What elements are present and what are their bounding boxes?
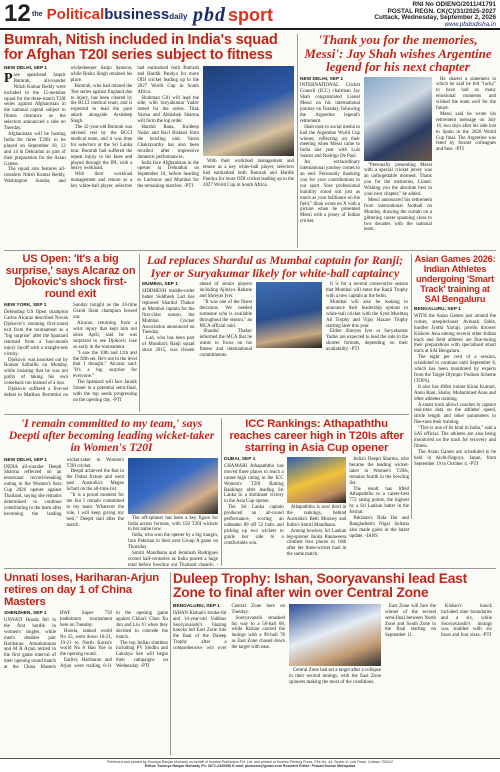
paragraph: Messi said he wrote his retirement message on July 16, two days after his side lost to Spain in the 2026 World Cup final. The Argentine was feted by former colleagues and fans. -PTI — [436, 111, 496, 153]
story-bumrah-body — [4, 66, 199, 248]
column-rule — [170, 572, 171, 755]
paper-name-a: Political — [46, 6, 105, 23]
paragraph: Central Zone had set a target after a collapse in their second innings, with the East Zone spinners making the most of the conditions. — [289, 667, 381, 685]
paragraph: India face Afghanistan in the opener at Dehradun on September 10, before heading to Lucknow and Mumbai for the remaining matches. -PTI — [137, 160, 199, 190]
story-icc-body3 — [349, 457, 409, 563]
paragraph: Afghanistan will be hosting India for three T20Is to be played on September 10, 12 and 14 in Dehradun as part of their preparation for the Asian Games. — [4, 131, 66, 167]
paragraph: With their workload management and tenure as a key white-ball player, selectors had earmarked both Bumrah and Hardik Pandya for more ODI cricket leading up to the 2027 World Cup in South Africa. — [203, 159, 294, 188]
story-duleep-body1 — [173, 604, 285, 752]
story-bumrah-headline: Bumrah, Nitish included in India's squad for Afghan T20I series subject to fitness — [4, 33, 278, 63]
paragraph: The Spaniard will face Jannik Sinner in a potential semi-final, with the top seeds progressing on the opening day. -PTI — [73, 380, 137, 403]
story-messi — [300, 33, 496, 248]
column-rule — [411, 254, 412, 519]
paragraph: East Zone will face the winner of the second semi-final between North Zone and South Zone in the final starting on September 11. — [385, 603, 436, 639]
paragraph: Mumbai will also be looking to announce their leadership options in white-ball cricket with the Syed Mushtaq Ali Trophy and Vijay Hazare Trophy starting later this year. — [326, 299, 408, 329]
story-unnati-headline: Unnati loses, Hariharan-Arjun retires on day 1 of China Masters — [4, 572, 159, 608]
story-messi-col3 — [436, 77, 496, 245]
story-duleep-headline: Duleep Trophy: Ishan, Sooryavanshi lead East Zone to final after win over Central Zone — [173, 572, 468, 601]
paper-name-c: daily — [169, 12, 188, 21]
story-bumrah-dropcap: P — [4, 70, 13, 86]
paragraph: CHAMARI Athapaththu has moved three places to reach a career-high rating in the ICC Women's T20I Batting Rankings after leading Sri Lanka to a dominant victory in the Asia Cup opener. — [224, 463, 284, 505]
story-women-headline: 'I remain committed to my team,' says Deepti after becoming leading wicket-taker in Women's T20I — [8, 418, 215, 455]
story-unnati-body — [4, 611, 168, 755]
story-women — [4, 418, 219, 566]
column-rule — [139, 254, 140, 412]
paper-logo — [32, 5, 187, 27]
story-lad — [142, 254, 408, 412]
messi-photo — [364, 77, 432, 161]
story-bumrah — [4, 33, 294, 248]
story-women-body1 — [4, 458, 124, 566]
row-rule — [4, 250, 496, 251]
paragraph: Athapaththu is now third in the rankings, behind Australia's Beth Mooney and India's Smriti Mandhana. — [286, 505, 347, 528]
story-duleep-dateline: BENGALURU, SEP 1 — [173, 603, 220, 609]
masthead — [0, 0, 500, 30]
paragraph: Earlier, Hariharan and Arjun were trailing 6-11 in the opening game against China's Chen Xu Jun and Liu Yi when they decided to concede the match. — [60, 611, 168, 670]
column-rule — [221, 418, 222, 566]
paragraph: A smart track allows coaches to capture real-time data on the athletes' speed, stride length and other parameters to fine-tune their training. — [414, 402, 496, 426]
row-rule — [4, 568, 496, 569]
story-lad-body2 — [326, 282, 408, 408]
paragraph: Harshit Rana, Kuldeep Yadav and Ravi Bishnoi form the bowling unit. Varun Chakravarthy has also been recalled after impressive domestic performances. — [137, 125, 199, 160]
paragraph: Sooryavanshi smashed his way to a 56-ball 68, while Kishan carried the innings with a 96-ball 78 as East Zone chased down the target with ease. — [231, 615, 285, 651]
story-icc-dateline: DUBAI, SEP 1 — [224, 457, 256, 462]
story-icc-body2 — [287, 505, 347, 563]
paragraph: INDIA all-rounder Deepti Sharma reflected on an emotional record-breaking outing in the Women's Asia Cup 2026 opener against Thailand, saying she remains determined to continue contributing to the team after becoming the leading wicket-taker in Women's T20I cricket. — [4, 457, 124, 517]
story-icc — [224, 418, 409, 566]
column-rule — [297, 34, 298, 248]
website-link[interactable]: www.pbdodisha.in — [444, 20, 496, 28]
paragraph: Lad, who has been part of Mumbai's Ranji squad since 2015, was chosen ahead of senior players including Ajinkya Rahane and Shreyas Iyer. — [142, 282, 252, 354]
lad-photo — [256, 282, 322, 348]
paragraph: Djokovic suffered a five-set defeat to Mattheo Berrettini on Sunday tonight as the 24-time Grand Slam champion bowed out. — [4, 303, 137, 398]
paragraph: He shared a statement in which he said he felt "lucky" to have had so many emotional moments and wished the team well for the future. — [436, 76, 496, 112]
paragraph: The top Indian shuttlers including PV Sindhu and Lakshya Sen will begin their campaigns on Wednesday. -PTI — [116, 640, 168, 670]
paragraph: It also has 400m runner Kiran Kumari, Annu Rani, Shahu, Mohammed Anas and other athletes training. — [414, 384, 496, 402]
paper-name-prefix: the — [32, 11, 43, 18]
story-unnati-dateline: SHENZHEN, SEP 1 — [4, 611, 47, 616]
paragraph: It is for a second consecutive season that Mumbai will enter the Ranji Trophy with a new captain at the helm. — [326, 282, 408, 299]
story-messi-dateline: NEW DELHI, SEP 1 — [300, 76, 344, 82]
paragraph: "It is a proud moment for me but I remain committed to my team. Whatever the role, I will keep giving my best," Deepti said after the match. — [66, 493, 124, 528]
story-usopen-body — [4, 303, 137, 411]
masthead-info — [374, 2, 496, 28]
athapaththu-photo — [287, 457, 347, 503]
paragraph: "This is one of its kind in India," said a SAI official. The athletes are also being monitored on the track for recovery and fitness. — [414, 426, 496, 449]
paragraph: Kishan's knock included nine boundaries and a six, while Sooryavanshi's innings was studded with six fours and four sixes. -PTI — [441, 603, 492, 639]
paragraph: With their workload management and tenure as a key white-ball player, selectors had earmarked both Bumrah and Hardik Pandya for more ODI cricket leading up to the 2027 World Cup in South Africa. — [70, 66, 199, 190]
footer-imprint — [0, 758, 500, 772]
footer-line-1: Published and printed by Soumya Ranjan Mohanty on behalf of Sunrise Publishers Pvt. Ltd. and printed at Sunrise Printing Press, Plot No. 44, Sector-5, Link Road, Cuttack 753012 — [106, 760, 394, 764]
paragraph: ace spearhead Jasprit Bumrah, all-rounder Nitish Kumar Reddy were included in the 15-member squad for the three-match T20I series against Afghanistan in the national capital subject to fitness clearance as the selectors announced a side on Tuesday. — [4, 72, 66, 132]
paragraph: Smriti Mandhana and Jemimah Rodrigues scored half-centuries as India posted a huge total before bowling out Thailand cheaply. - — [128, 551, 218, 566]
section-mark: pbd — [193, 4, 226, 26]
story-bumrah-body-side — [203, 159, 294, 248]
paragraph: The result has lifted Athapaththu to a career-best 772 rating points, the highest by a Sri Lankan batter in the format. — [349, 486, 409, 516]
story-asian — [414, 254, 496, 519]
story-messi-headline: 'Thank you for the memories, Messi': Jay Shah wishes Argentine legend for his next chapter — [304, 33, 492, 74]
paragraph: Defending US Open champion Carlos Alcaraz described Novak Djokovic's stunning first-round exit from the tournament as a "big surprise" after the Spaniard returned from a four-month injury layoff with a straight-sets victory. — [4, 310, 68, 357]
row-rule — [4, 414, 409, 415]
paragraph: The 32-year-old Bumrah was advised rest by the BCCI medical team, and it was time for selectors at the Sri Lanka tour. Bumrah had suffered the repeat injury in his knee and played through the IPL with a heavy workload. — [70, 125, 133, 172]
paragraph: The eight per cent of a session, scheduled to continue until September 8, which has been monitored by experts from the Target Olympic Podium Scheme (TOPS). — [414, 355, 496, 384]
paragraph: Among bowlers, Sri Lankan leg-spinner Inoka Ranaweera climbed four places to 10th after her three-wicket haul in the same match. — [286, 528, 347, 558]
story-women-dateline: NEW DELHI, SEP 1 — [4, 457, 48, 463]
story-icc-body1 — [224, 457, 284, 563]
paragraph: An extraordinary international journey comes to an end. Personally thanking you for your contributions to our sport. Your professional humility stood out just as much as your brilliance on the field," Shah wrote on X with a picture when he presented Messi with a jersey of Indian cricket. — [300, 160, 360, 225]
paragraph: ISHAN Kishan's stroke-ful and 14-year-old Vaibhav Sooryavanshi's blazing knocks led East Zone into the final of the Duleep Trophy after a comprehensive win over Central Zone here on Tuesday. — [173, 603, 285, 652]
postal-regn: POSTAL REGN. CK(C)/31/2025-2027 — [387, 7, 496, 15]
story-usopen-headline: US Open: 'It's a big surprise,' says Alcaraz on Djokovic's shock first-round exit — [5, 254, 136, 300]
paragraph: Shah took to social media to hail the Argentine World Cup winner, reflecting on their meeting when Messi came to India last year with Luis Suarez and Rodrigo De Paul. — [300, 124, 360, 160]
story-messi-col1 — [300, 77, 360, 245]
paragraph: Alcaraz, returning from a wrist injury that kept him out since April, said he was surprised to see Djokovic lose so early in the tournament. — [73, 321, 137, 350]
story-asian-dateline: BENGALURU, SEP 1 — [414, 307, 461, 312]
story-messi-col2 — [364, 163, 432, 245]
story-asian-headline: Asian Games 2026: Indian Athletes undergoing 'Smart Track' training at SAI Bengaluru — [414, 254, 496, 304]
paragraph: Deepti achieved the feat in the Dubai fixture and went past Australia's Megan Schutt on the all-time list. — [66, 469, 124, 493]
paragraph: Messi announced his retirement from international football on Monday, drawing the curtain on a glittering career spanning close to two decades with the national team. — [364, 197, 432, 233]
paragraph: India, who won the opener by a big margin, face Pakistan in their next Group A game on Thursday. — [128, 533, 218, 551]
story-bumrah-dateline: NEW DELHI, SEP 1 — [4, 66, 48, 71]
paragraph: India's Deepti Sharma, who became the leading wicket-taker in Women's T20Is, remains fourth in the bowling list. — [349, 457, 409, 486]
paragraph: The off-spinner has been a key figure for India across formats, with 150 T20I wickets to her name now. — [128, 515, 218, 533]
story-women-body2 — [128, 516, 218, 566]
footer-line-2: Editor: Soumya Ranjan Mohanty Ph: 0671-2440088 E-mail: pbdnews@gmail.com Resident Editor: Prasad Kumar Mohapatra — [144, 764, 356, 769]
story-unnati — [4, 572, 168, 755]
section-logo — [193, 4, 273, 26]
section-name: sport — [228, 5, 273, 25]
paragraph: Pakistan's Nida Dar and Bangladesh's Nigar Sultana also made gains in the latest update. -IANS — [349, 516, 409, 539]
edition-date: Cuttack, Wednesday, September 2, 2026 — [374, 14, 496, 22]
story-lad-dateline: MUMBAI, SEP 1 — [142, 282, 178, 288]
page-number: 12 — [4, 0, 31, 27]
paragraph: "I saw the 10th and 11th and the fifth set. He's not in the level that I thought," Alcaraz said. "It's a big surprise for everyone." — [73, 350, 137, 380]
paragraph: Either Shreyas Iyer or Suryakumar Yadav are expected to lead the side in the shorter formats, depending on their availability. -PTI — [326, 329, 408, 353]
story-usopen — [4, 254, 137, 412]
paragraph: SIDDHESH middle-order batter Siddhesh Lad has replaced Shardul Thakur as Mumbai captain for the first-class season, the Mumbai Cricket Association announced on Tuesday. — [142, 289, 195, 336]
paragraph: The squad also features all-rounders Nitish Kumar Reddy, Washington Sundar, and wicketkeeper Sanju Samson, while Rinku Singh retained his place. — [4, 66, 133, 185]
bumrah-photo — [203, 66, 294, 156]
story-lad-body1 — [142, 282, 252, 408]
paragraph: WITH the Asian Games just around the corner, steeplechaser Avinash Sable, hurdler Jyothi Yarraji, javelin thrower Kishore Jena among several other Indian track and field athletes are fine-tuning their preparations with specialised smart track at SAI Bengaluru. — [414, 313, 496, 355]
story-icc-headline: ICC Rankings: Athapaththu reaches career high in T20Is after starring in Asia Cup opener — [229, 418, 404, 454]
story-duleep-body2 — [289, 668, 381, 752]
paragraph: The Asian Games are scheduled to be held in Aichi-Nagoya, Japan, from September 19 to October 4. -PTI — [414, 449, 496, 467]
paragraph: Hooda, ranked world No 25, went down 16-21, 19-21 to North Korea's world No 8 Han Yue in the opening round. — [60, 628, 112, 658]
paragraph: "It was one of the finest decisions. We needed someone who is available throughout the season," an MCA official said. — [199, 299, 252, 329]
story-asian-body — [414, 307, 496, 515]
paragraph: Shubman Gill will lead the side, with Suryakumar Yadav rested for the series. Tilak Varma and Abhishek Sharma will form the top order. — [137, 95, 199, 125]
paragraph: The Sri Lanka captain produced an all-round performance, scoring an unbeaten 89 off 52 balls and picking up two wickets to guide her side to a comfortable win. — [224, 505, 284, 546]
paragraph: Bumrah, who had missed the Test series against England due to injury, has been cleared by the BCCI medical team, and is expected to lead the pace attack alongside Arshdeep Singh. — [70, 83, 133, 125]
paragraph: "Personally presenting Messi with a special cricket jersey was an unforgettable moment. Thank you for the memories, Lionel. Wishing you the absolute best in your next chapter," he added. — [364, 162, 432, 198]
ishan-photo — [289, 604, 381, 666]
paragraph: Djokovic was knocked out by Roman Safiullin on Monday, while insisting that he was not guilty of taking his own comeback run instead of a loss. — [4, 357, 68, 387]
paragraph: INTERNATIONAL Cricket Council (ICC) chairman Jay Shah congratulated Lionel Messi on his international journey on Tuesday, following the Argentine legend's retirement. — [300, 83, 360, 124]
paragraph: Shardul Thakur informed the MCA that he wants to focus on his fitness and international commitments. — [199, 329, 252, 359]
paper-name-b: business — [104, 6, 170, 23]
story-lad-headline: Lad replaces Shardul as Mumbai captain for Ranji; Iyer or Suryakumar likely for white-ball captaincy — [146, 254, 404, 280]
story-usopen-dateline: NEW YORK, SEP 1 — [4, 303, 47, 309]
rni-number: RNI No ODIENG/2011/41791 — [412, 1, 496, 8]
deepti-photo — [128, 458, 218, 514]
paragraph: UNNATI Hooda fell in the first hurdle in women's singles, while men's doubles pair Hariharan Amsakarunan and M R Arjun retired in the first game interval of their opening round match at the China Masters BWF Super 750 badminton tournament here on Tuesday. — [4, 611, 112, 671]
story-duleep-body3 — [385, 604, 492, 752]
story-duleep — [173, 572, 496, 755]
